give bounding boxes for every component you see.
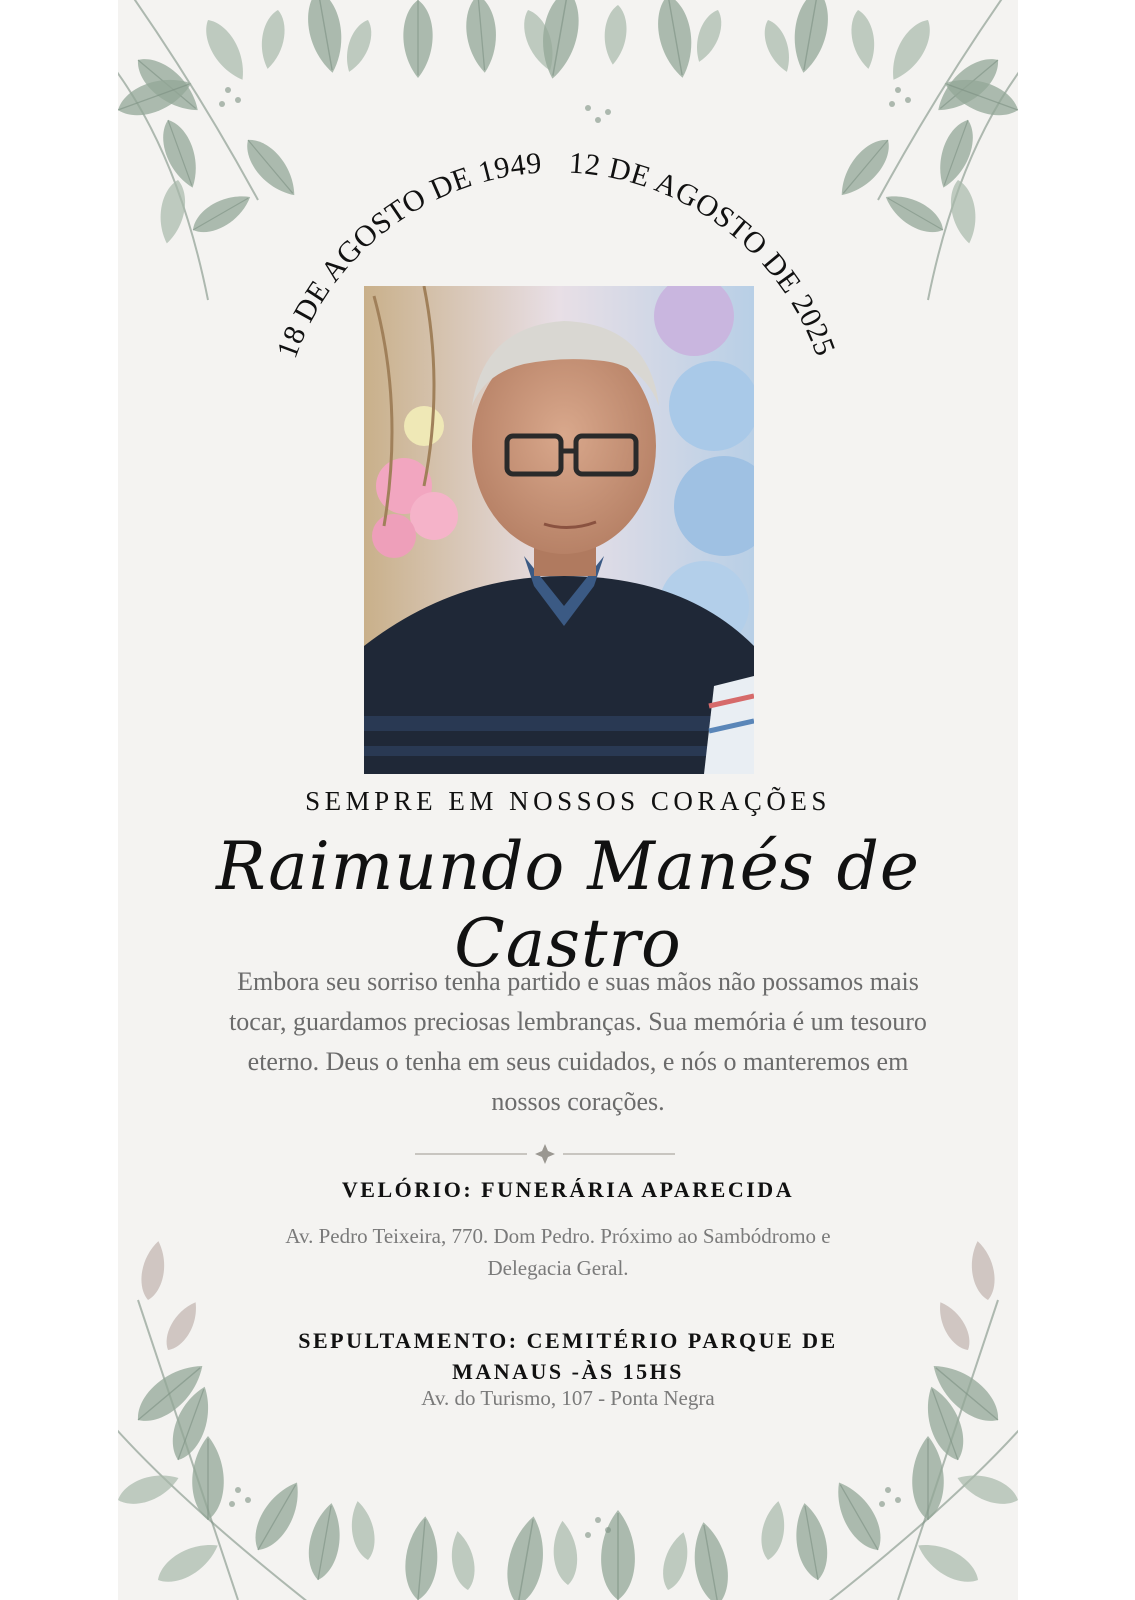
tagline: SEMPRE EM NOSSOS CORAÇÕES [305,786,831,816]
tribute-text: Embora seu sorriso tenha partido e suas mãos não possamos mais tocar, guardamos preciosas lembranças. Sua memória é um tesouro eterno. Deus o tenha em seus cuidados, e nós o manteremos em nossos corações. [229,967,927,1116]
death-date: 12 DE AGOSTO DE 2025 [567,146,842,361]
burial-title: SEPULTAMENTO: CEMITÉRIO PARQUE DE MANAUS -ÀS 15HS [298,1328,838,1384]
wake-title: VELÓRIO: FUNERÁRIA APARECIDA [341,1177,795,1202]
burial-address: Av. do Turismo, 107 - Ponta Negra [421,1386,715,1410]
wake-address: Av. Pedro Teixeira, 770. Dom Pedro. Próximo ao Sambódromo e Delegacia Geral. [285,1224,831,1280]
deceased-name: Raimundo Manés de Castro [216,828,920,982]
portrait-photo [364,286,754,774]
sparkle-divider [415,1144,675,1164]
memorial-card [118,0,1018,1600]
birth-date: 18 DE AGOSTO DE 1949 [270,146,543,363]
